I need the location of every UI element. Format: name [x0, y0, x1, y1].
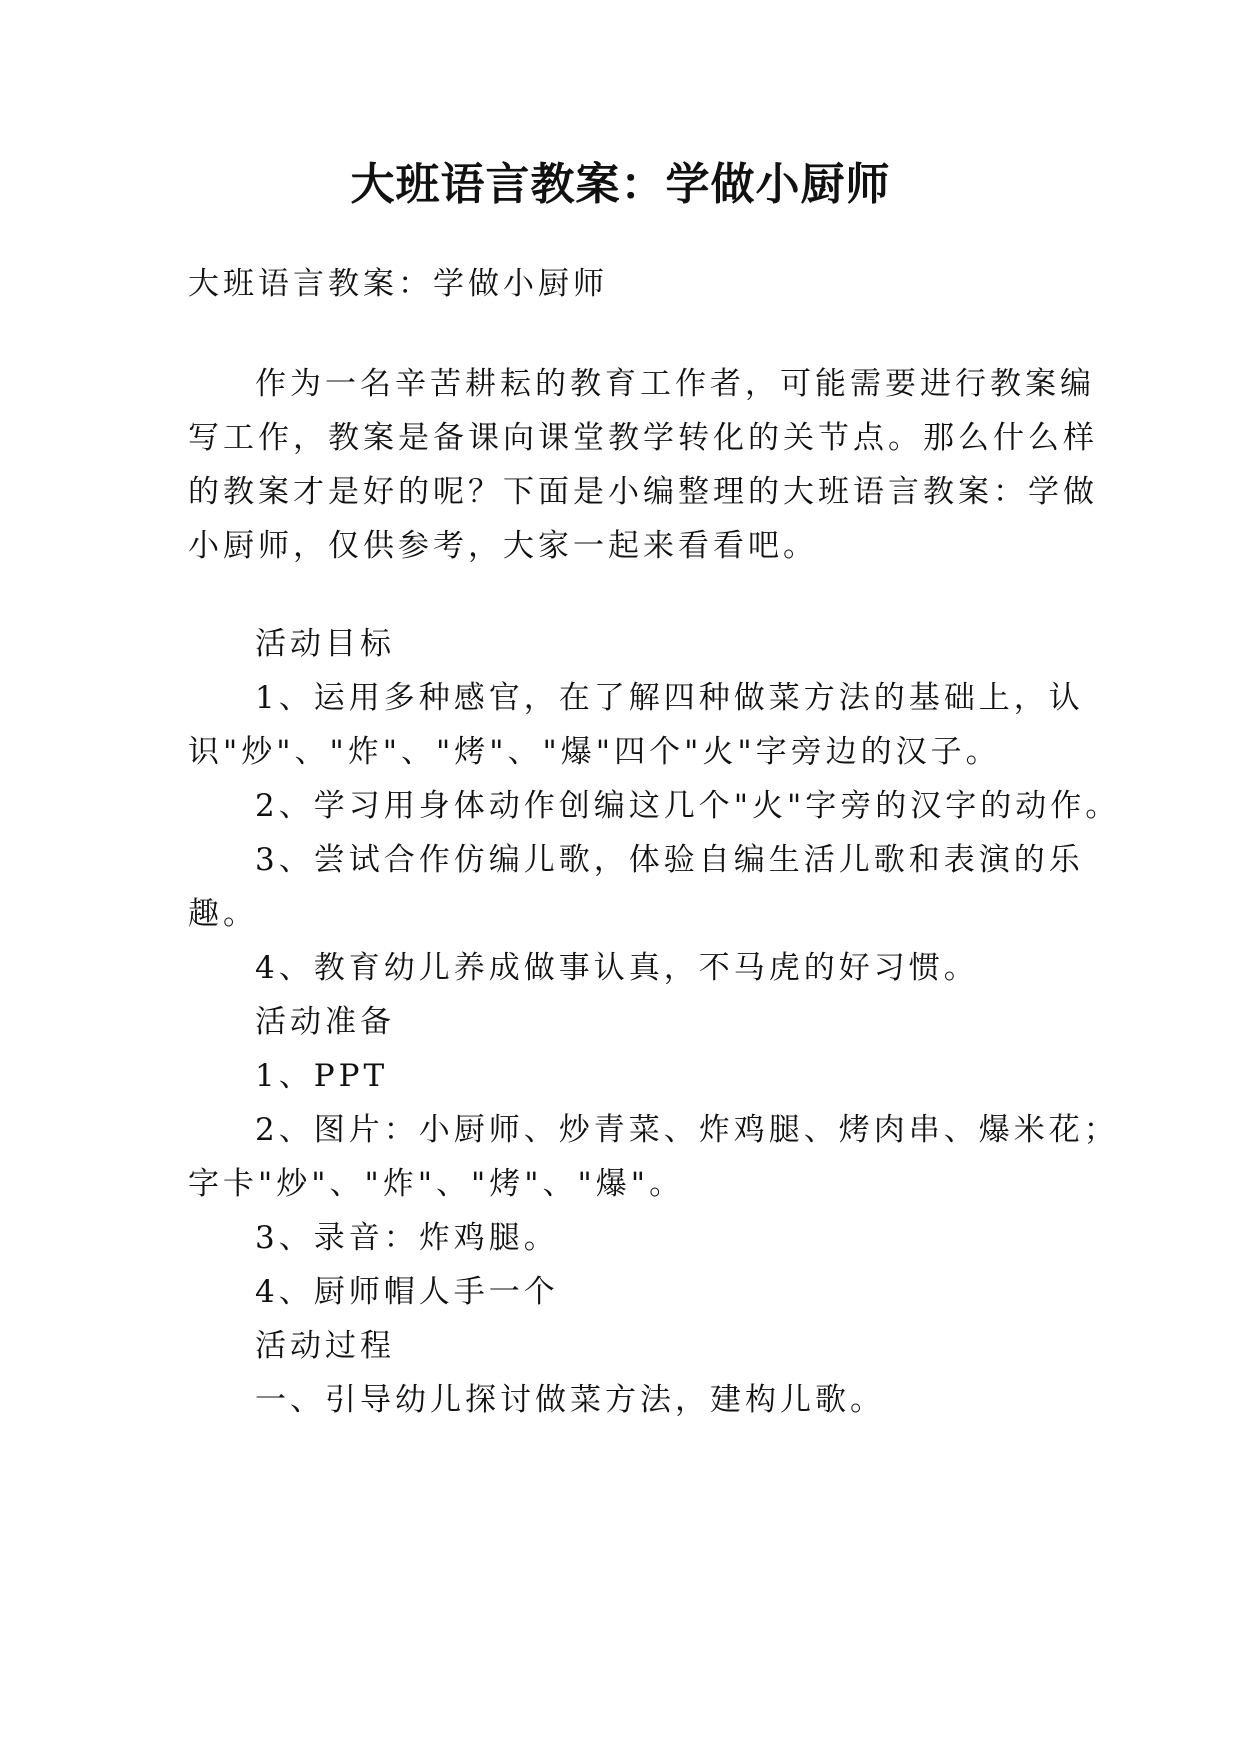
process-line: 一、引导幼儿探讨做菜方法，建构儿歌。 — [255, 1382, 885, 1418]
goals-heading: 活动目标 — [255, 626, 395, 662]
goal-line: 趣。 — [188, 896, 258, 932]
goal-line: 4、教育幼儿养成做事认真，不马虎的好习惯。 — [255, 950, 979, 986]
intro-line: 写工作，教案是备课向课堂教学转化的关节点。那么什么样 — [188, 420, 1098, 456]
prep-line: 字卡"炒"、"炸"、"烤"、"爆"。 — [188, 1166, 685, 1202]
goal-line: 1、运用多种感官，在了解四种做菜方法的基础上，认 — [255, 680, 1084, 716]
prep-line: 1、PPT — [255, 1058, 389, 1094]
goal-line: 2、学习用身体动作创编这几个"火"字旁的汉字的动作。 — [255, 788, 1121, 824]
document-subtitle: 大班语言教案：学做小厨师 — [188, 266, 608, 302]
prep-heading: 活动准备 — [255, 1004, 395, 1040]
goal-line: 识"炒"、"炸"、"烤"、"爆"四个"火"字旁边的汉子。 — [188, 734, 1001, 770]
prep-line: 2、图片：小厨师、炒青菜、炸鸡腿、烤肉串、爆米花； — [255, 1112, 1119, 1148]
intro-line: 小厨师，仅供参考，大家一起来看看吧。 — [188, 528, 818, 564]
prep-line: 3、录音：炸鸡腿。 — [255, 1220, 559, 1256]
intro-line: 作为一名辛苦耕耘的教育工作者，可能需要进行教案编 — [255, 366, 1095, 402]
goal-line: 3、尝试合作仿编儿歌，体验自编生活儿歌和表演的乐 — [255, 842, 1084, 878]
process-heading: 活动过程 — [255, 1328, 395, 1364]
intro-line: 的教案才是好的呢？下面是小编整理的大班语言教案：学做 — [188, 474, 1098, 510]
document-title: 大班语言教案：学做小厨师 — [350, 159, 891, 210]
prep-line: 4、厨师帽人手一个 — [255, 1274, 559, 1310]
